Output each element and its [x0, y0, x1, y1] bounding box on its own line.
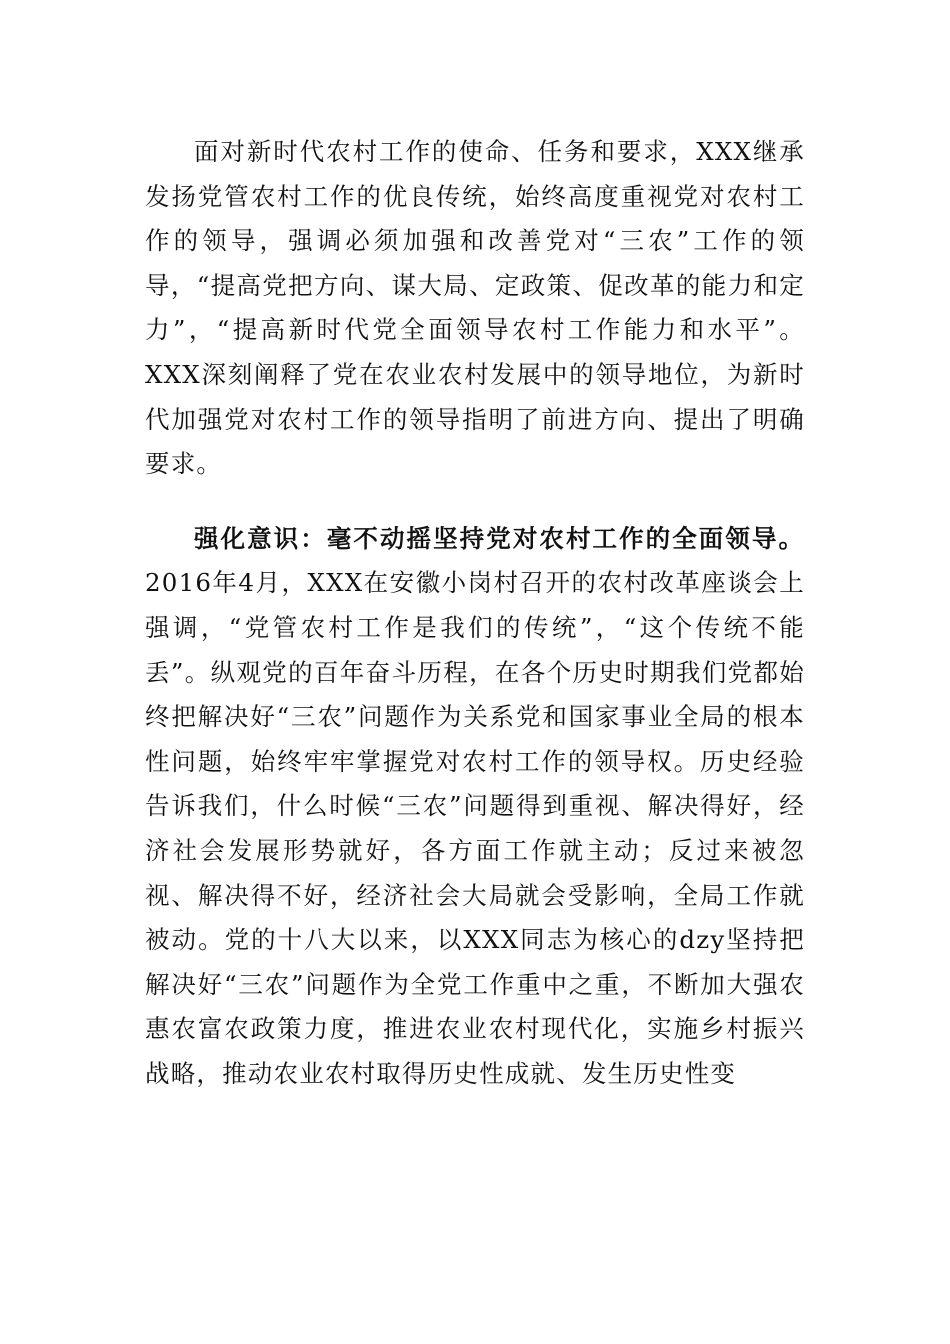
section-heading: 强化意识：毫不动摇坚持党对农村工作的全面领导。 — [194, 523, 805, 553]
paragraph-intro — [145, 130, 805, 487]
paragraph-section-1-text: 2016年4月，XXX在安徽小岗村召开的农村改革座谈会上强调，“党管农村工作是我们的传统”，“这个传统不能丢”。纵观党的百年奋斗历程，在各个历史时期我们党都始终把解决好“三农”问题作为关系党和国家事业全局的根本性问题，始终牢牢掌握党对农村工作的领导权。历史经验告诉我们，什么时候“三农”问题得到重视、解决得好，经济社会发展形势就好，各方面工作就主动；反过来被忽视、解决得不好，经济社会大局就会受影响，全局工作就被动。党的十八大以来，以XXX同志为核心的dzy坚持把解决好“三农”问题作为全党工作重中之重，不断加大强农惠农富农政策力度，推进农业农村现代化，实施乡村振兴战略，推动农业农村取得历史性成就、发生历史性变 — [145, 568, 805, 1088]
paragraph-intro-text: 面对新时代农村工作的使命、任务和要求，XXX继承发扬党管农村工作的优良传统，始终高度重视党对农村工作的领导，强调必须加强和改善党对“三农”工作的领导，“提高党把方向、谋大局、定政策、促改革的能力和定力”，“提高新时代党全面领导农村工作能力和水平”。XXX深刻阐释了党在农业农村发展中的领导地位，为新时代加强党对农村工作的领导指明了前进方向、提出了明确要求。 — [145, 137, 805, 479]
paragraph-section-1 — [145, 517, 805, 1097]
document-body — [145, 130, 805, 1096]
